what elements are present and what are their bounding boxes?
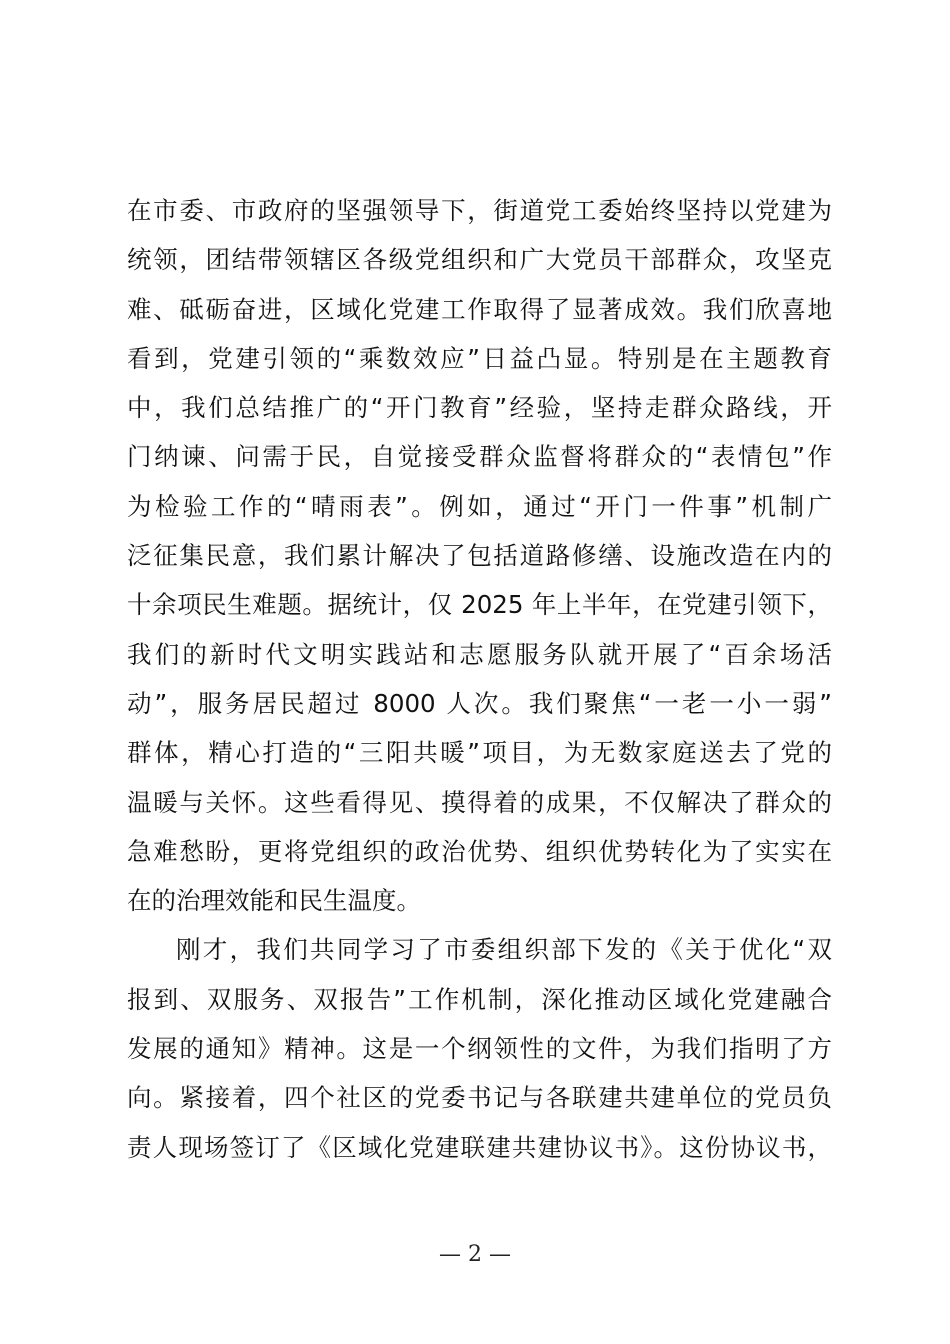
text-line: 门纳谏、问需于民，自觉接受群众监督将群众的“表情包”作 bbox=[127, 442, 832, 472]
text-line: 群体，精心打造的“三阳共暖”项目，为无数家庭送去了党的 bbox=[127, 738, 832, 768]
paragraph-1 bbox=[127, 186, 832, 925]
text-line: 刚才，我们共同学习了市委组织部下发的《关于优化“双 bbox=[176, 935, 832, 965]
text-line: 难、砥砺奋进，区域化党建工作取得了显著成效。我们欣喜地 bbox=[127, 294, 832, 324]
body-text bbox=[127, 186, 832, 1172]
text-line: 中，我们总结推广的“开门教育”经验，坚持走群众路线，开 bbox=[127, 393, 832, 423]
text-line: 责人现场签订了《区域化党建联建共建协议书》。这份协议书， bbox=[127, 1132, 832, 1162]
text-line: 报到、双服务、双报告”工作机制，深化推动区域化党建融合 bbox=[127, 984, 832, 1014]
text-line: 为检验工作的“晴雨表”。例如，通过“开门一件事”机制广 bbox=[127, 491, 832, 521]
text-line: 动”，服务居民超过 8000 人次。我们聚焦“一老一小一弱” bbox=[127, 688, 832, 718]
text-line: 发展的通知》精神。这是一个纲领性的文件，为我们指明了方 bbox=[127, 1034, 832, 1064]
text-line: 在的治理效能和民生温度。 bbox=[127, 886, 421, 916]
text-line: 十余项民生难题。据统计，仅 2025 年上半年，在党建引领下， bbox=[127, 590, 832, 620]
text-line: 我们的新时代文明实践站和志愿服务队就开展了“百余场活 bbox=[127, 639, 832, 669]
text-line: 温暖与关怀。这些看得见、摸得着的成果，不仅解决了群众的 bbox=[127, 787, 832, 817]
text-line: 在市委、市政府的坚强领导下，街道党工委始终坚持以党建为 bbox=[127, 196, 832, 225]
page-number: — 2 — bbox=[439, 1242, 511, 1267]
text-line: 向。紧接着，四个社区的党委书记与各联建共建单位的党员负 bbox=[127, 1083, 832, 1113]
text-line: 泛征集民意，我们累计解决了包括道路修缮、设施改造在内的 bbox=[127, 541, 832, 571]
text-line: 看到，党建引领的“乘数效应”日益凸显。特别是在主题教育 bbox=[127, 343, 832, 373]
text-line: 统领，团结带领辖区各级党组织和广大党员干部群众，攻坚克 bbox=[127, 245, 832, 275]
text-line: 急难愁盼，更将党组织的政治优势、组织优势转化为了实实在 bbox=[127, 836, 832, 866]
paragraph-2 bbox=[127, 925, 832, 1171]
